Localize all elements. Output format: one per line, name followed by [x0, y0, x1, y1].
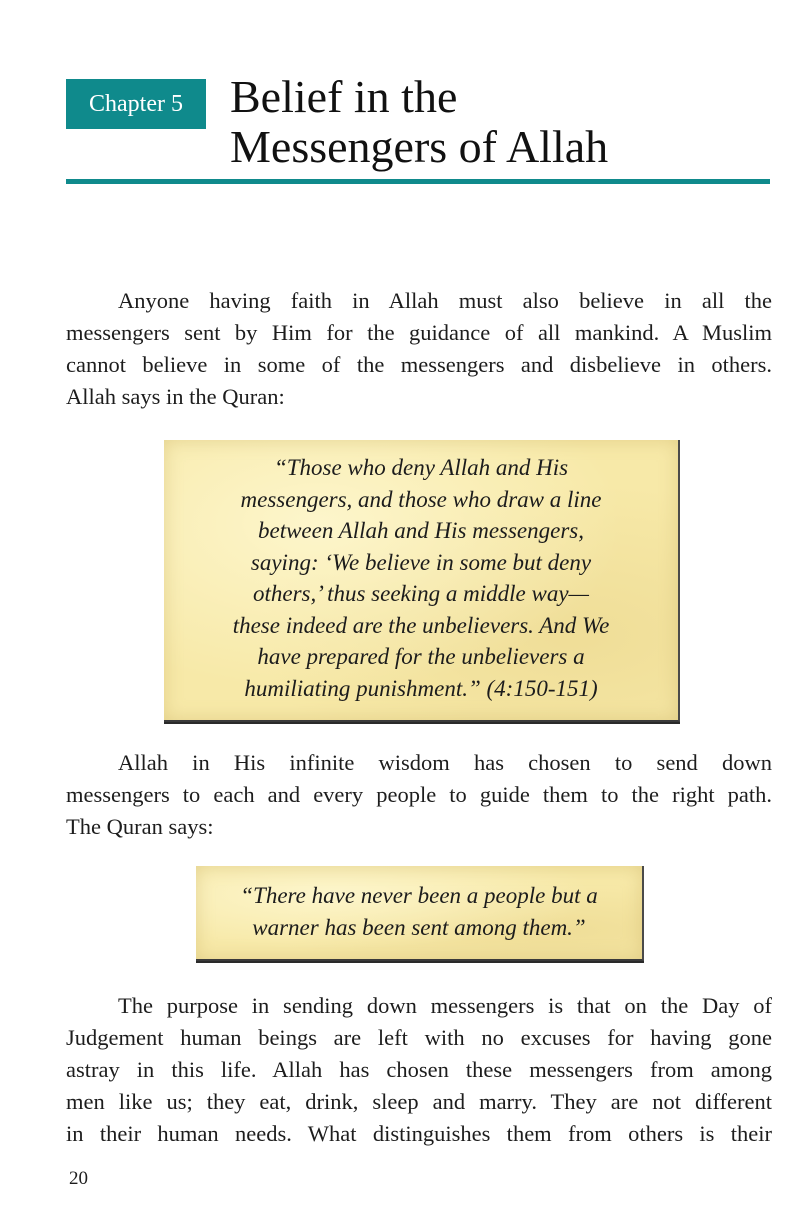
quran-quote	[196, 880, 642, 943]
chapter-title	[230, 72, 608, 172]
quran-quote-box	[196, 866, 644, 961]
chapter-title-line: Messengers of Allah	[230, 121, 609, 172]
quote-line: others,’ thus seeking a middle way—	[252, 581, 589, 606]
quote-line: warner has been sent among them.”	[252, 914, 586, 940]
chapter-badge: Chapter 5	[66, 79, 206, 129]
text-line: Judgement human beings are left with no excuses for having gone	[66, 1025, 772, 1050]
text-line: Allah in His infinite wisdom has chosen to send down	[118, 750, 772, 775]
text-line: The Quran says:	[66, 814, 214, 839]
quote-line: these indeed are the unbelievers. And We	[232, 612, 610, 638]
text-line: cannot believe in some of the messengers and disbelieve in others.	[66, 352, 772, 377]
text-line: men like us; they eat, drink, sleep and marry. They are not different	[66, 1089, 772, 1114]
quote-line: messengers, and those who draw a line	[240, 486, 602, 512]
quote-line: humiliating punishment.” (4:150-151)	[244, 675, 598, 701]
quote-line: have prepared for the unbelievers a	[257, 644, 585, 669]
text-line: messengers sent by Him for the guidance of all mankind. A Muslim	[66, 320, 772, 345]
quote-line: “Those who deny Allah and His	[273, 455, 569, 480]
text-line: Allah says in the Quran:	[66, 384, 285, 409]
paragraph-purpose	[66, 990, 772, 1150]
text-line: astray in this life. Allah has chosen these messengers from among	[66, 1057, 772, 1082]
chapter-title-line: Belief in the	[230, 71, 458, 122]
text-line: in their human needs. What distinguishes them from others is their	[66, 1121, 772, 1146]
text-line: The purpose in sending down messengers is that on the Day of	[118, 993, 772, 1018]
text-line: Anyone having faith in Allah must also believe in all the	[118, 288, 772, 313]
paragraph-wisdom	[66, 747, 772, 843]
quran-quote-box	[164, 440, 680, 722]
page-number: 20	[69, 1168, 88, 1189]
quote-line: “There have never been a people but a	[240, 883, 598, 908]
title-underline	[66, 179, 770, 184]
paragraph-intro	[66, 285, 772, 413]
quote-line: saying: ‘We believe in some but deny	[250, 549, 592, 575]
quote-line: between Allah and His messengers,	[257, 518, 584, 543]
quran-quote	[164, 452, 678, 704]
text-line: messengers to each and every people to guide them to the right path.	[66, 782, 772, 807]
